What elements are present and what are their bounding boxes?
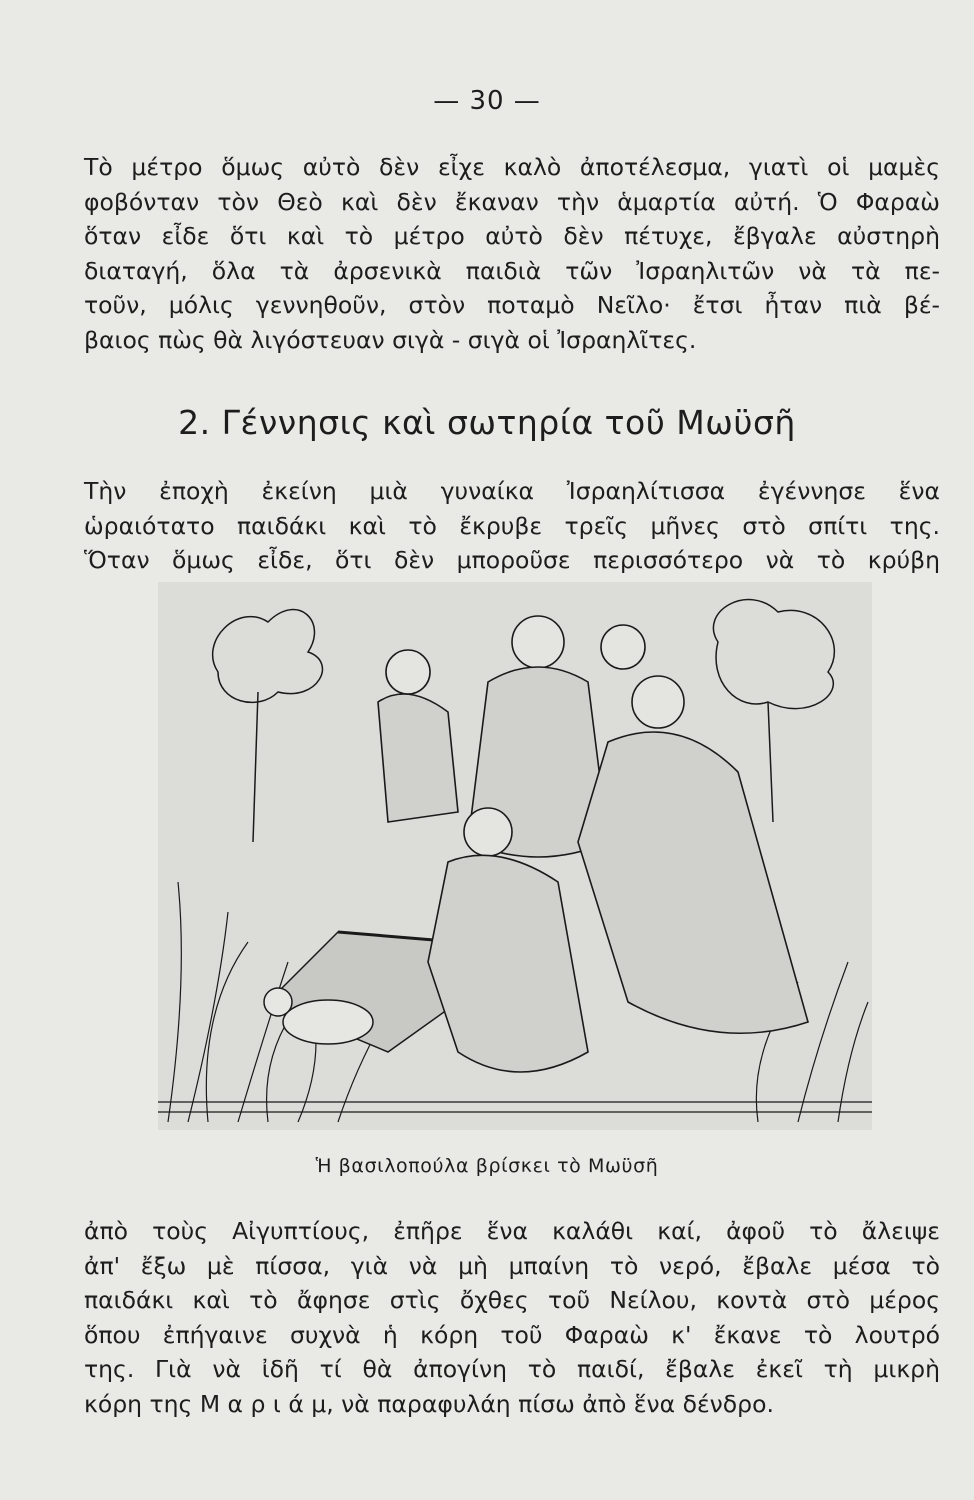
text-line: διαταγή, ὅλα τὰ ἀρσενικὰ παιδιὰ τῶν Ἰσραηλιτῶν νὰ τὰ πε- <box>84 256 940 285</box>
text-line: βαιος πὼς θὰ λιγόστευαν σιγὰ - σιγὰ οἱ Ἰσραηλῖτες. <box>84 325 697 354</box>
text-line: τοῦν, μόλις γεννηθοῦν, στὸν ποταμὸ Νεῖλο· ἔτσι ἦταν πιὰ βέ- <box>84 291 940 319</box>
text-line: φοβόνταν τὸν Θεὸ καὶ δὲν ἔκαναν τὴν ἁμαρτία αὐτή. Ὁ Φαραὼ <box>84 187 940 216</box>
text-line: παιδάκι καὶ τὸ ἄφησε στὶς ὄχθες τοῦ Νείλου, κοντὰ στὸ μέρος <box>84 1286 940 1314</box>
engraving-svg <box>158 582 872 1130</box>
section-heading: 2. Γέννησις καὶ σωτηρία τοῦ Μωϋσῆ <box>178 403 796 442</box>
text-line: ἀπὸ τοὺς Αἰγυπτίους, ἐπῆρε ἕνα καλάθι καί, ἀφοῦ τὸ ἄλειψε <box>84 1217 940 1245</box>
page-number: — 30 — <box>433 86 541 116</box>
text-line: ἀπ' ἔξω μὲ πίσσα, γιὰ νὰ μὴ μπαίνη τὸ νερό, ἔβαλε μέσα τὸ <box>84 1251 940 1280</box>
engraving-illustration <box>158 582 872 1130</box>
text-line: ὡραιότατο παιδάκι καὶ τὸ ἔκρυβε τρεῖς μῆνες στὸ σπίτι της. <box>84 511 940 540</box>
text-line: Τὸ μέτρο ὅμως αὐτὸ δὲν εἶχε καλὸ ἀποτέλεσμα, γιατὶ οἱ μαμὲς <box>84 153 940 181</box>
text-line: Ὅταν ὅμως εἶδε, ὅτι δὲν μποροῦσε περισσότερο νὰ τὸ κρύβη <box>84 546 940 574</box>
figure-caption: Ἡ βασιλοπούλα βρίσκει τὸ Μωϋσῆ <box>315 1155 659 1177</box>
text-line: της. Γιὰ νὰ ἰδῆ τί θὰ ἀπογίνη τὸ παιδί, ἔβαλε ἐκεῖ τὴ μικρὴ <box>84 1355 940 1383</box>
text-line: ὅταν εἶδε ὅτι καὶ τὸ μέτρο αὐτὸ δὲν πέτυχε, ἔβγαλε αὐστηρὴ <box>84 222 940 250</box>
text-line: ὅπου ἐπήγαινε συχνὰ ἡ κόρη τοῦ Φαραὼ κ' ἔκανε τὸ λουτρό <box>84 1320 940 1349</box>
paragraph-birth <box>84 474 940 578</box>
text-line: Τὴν ἐποχὴ ἐκείνη μιὰ γυναίκα Ἰσραηλίτισσα ἐγέννησε ἕνα <box>84 477 940 505</box>
paragraph-basket <box>84 1214 940 1421</box>
text-line: κόρη της Μ α ρ ι ά μ, νὰ παραφυλάη πίσω ἀπὸ ἕνα δένδρο. <box>84 1389 774 1418</box>
paragraph-decree <box>84 150 940 357</box>
